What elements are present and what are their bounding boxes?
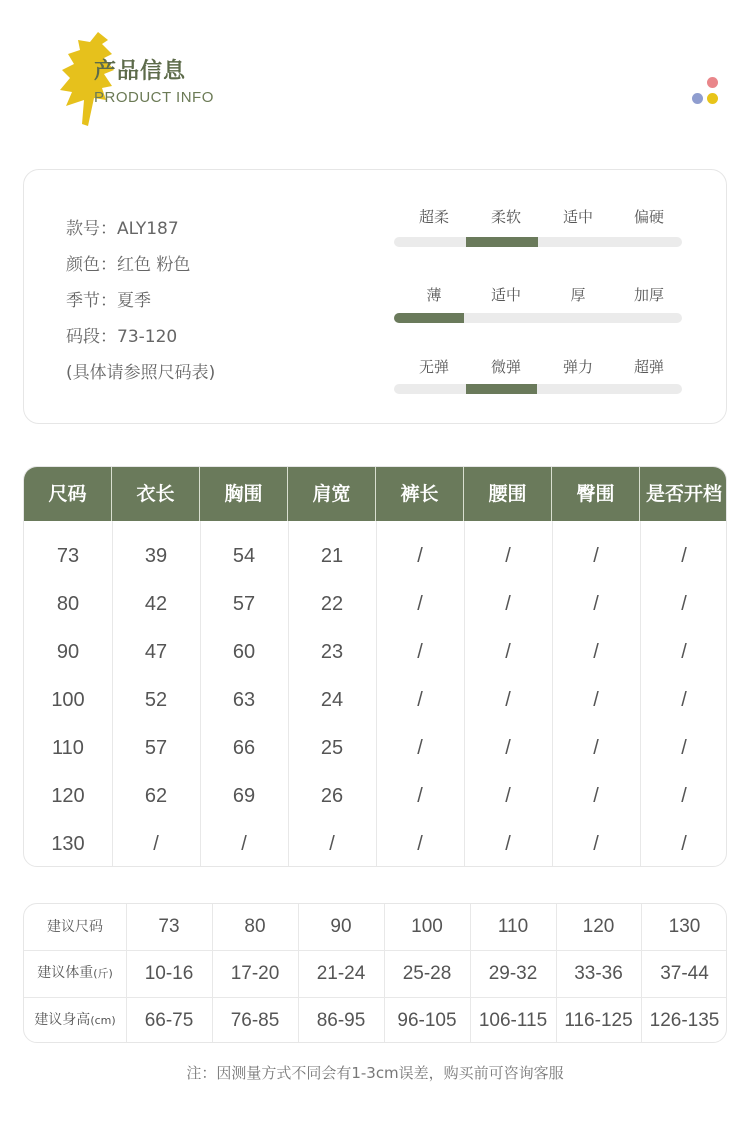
table-cell: 90 (56, 641, 80, 663)
table-cell: / (417, 689, 423, 711)
table-cell: / (505, 593, 511, 615)
table-cell: / (681, 785, 687, 807)
row-label (24, 950, 126, 997)
section-title: 产品信息 (94, 59, 187, 84)
table-cell: / (681, 641, 687, 663)
table-cell: 66 (232, 737, 256, 759)
scale-label: 微弹 (490, 358, 521, 376)
table-cell: 37-44 (660, 963, 709, 984)
table-cell: / (417, 785, 423, 807)
style-number: 款号：ALY187 (66, 219, 179, 239)
table-cell: / (681, 689, 687, 711)
table-cell: 130 (51, 833, 85, 855)
table-cell: 57 (232, 593, 256, 615)
table-cell: 80 (56, 593, 80, 615)
table-cell: 21 (320, 545, 344, 567)
size-range-info: 码段：73-120 (66, 327, 178, 347)
size-chart-table (23, 466, 727, 867)
product-info-card (23, 169, 727, 424)
table-cell: 106-115 (478, 1010, 548, 1031)
scale-label: 适中 (562, 208, 593, 226)
table-cell: 116-125 (564, 1010, 633, 1031)
row-label-unit: (cm) (90, 1014, 116, 1027)
yellow-dot-icon (707, 93, 718, 104)
table-cell: 54 (232, 545, 256, 567)
scale-label: 适中 (490, 286, 521, 304)
table-cell: 120 (51, 785, 85, 807)
table-cell: 73 (158, 916, 180, 937)
table-cell: 66-75 (144, 1010, 194, 1031)
table-cell: 126-135 (649, 1010, 720, 1031)
row-label-text: 建议身高 (34, 1012, 91, 1028)
table-cell: 33-36 (574, 963, 623, 984)
table-cell: 24 (320, 689, 344, 711)
table-cell: / (681, 833, 687, 855)
table-cell: / (417, 593, 423, 615)
scale-bar (394, 384, 682, 394)
table-cell: 60 (232, 641, 256, 663)
row-label (24, 997, 126, 1043)
size-note: (具体请参照尺码表) (66, 363, 216, 383)
row-label-text: 建议体重 (37, 965, 94, 981)
column-header: 衣长 (112, 467, 200, 521)
table-cell: 47 (144, 641, 168, 663)
scale-bar (394, 237, 682, 247)
table-cell: 110 (497, 916, 529, 937)
scale-selected (466, 237, 538, 247)
table-cell: 63 (232, 689, 256, 711)
table-cell: 80 (244, 916, 266, 937)
table-cell: / (153, 833, 159, 855)
scale-label: 柔软 (490, 208, 521, 226)
table-cell: 120 (582, 916, 615, 937)
table-cell: 52 (144, 689, 168, 711)
table-cell: / (593, 737, 599, 759)
table-cell: / (505, 833, 511, 855)
blue-dot-icon (692, 93, 703, 104)
scale-selected (466, 384, 537, 394)
table-cell: / (681, 593, 687, 615)
table-cell: / (593, 593, 599, 615)
column-header: 是否开档 (645, 483, 722, 505)
table-cell: 26 (320, 785, 344, 807)
row-label (24, 904, 126, 950)
scale-label: 薄 (426, 286, 442, 304)
table-cell: 22 (320, 593, 344, 615)
season-info: 季节：夏季 (66, 291, 151, 311)
table-cell: / (417, 737, 423, 759)
table-cell: 96-105 (397, 1010, 457, 1031)
scale-label: 偏硬 (633, 208, 664, 226)
scale-label: 超柔 (418, 208, 449, 226)
table-cell: 110 (52, 737, 84, 759)
scale-label: 超弹 (633, 358, 664, 376)
table-cell: 90 (330, 916, 352, 937)
section-subtitle: PRODUCT INFO (94, 89, 214, 106)
table-cell: / (417, 641, 423, 663)
table-cell: 100 (411, 916, 443, 937)
row-label-text: 建议尺码 (47, 919, 103, 935)
row-label-unit: (斤) (93, 967, 113, 980)
table-cell: 100 (51, 689, 85, 711)
column-header: 肩宽 (288, 467, 376, 521)
table-cell: 25-28 (402, 963, 452, 984)
table-cell: 10-16 (144, 963, 194, 984)
table-cell: / (593, 641, 599, 663)
table-cell: 25 (320, 737, 344, 759)
table-cell: / (505, 689, 511, 711)
color-info: 颜色：红色 粉色 (66, 255, 191, 275)
table-cell: / (681, 737, 687, 759)
table-cell: 39 (144, 545, 168, 567)
table-cell: / (505, 737, 511, 759)
table-cell: 23 (320, 641, 344, 663)
column-header: 尺码 (24, 467, 112, 521)
column-header: 腰围 (464, 467, 552, 521)
table-cell: / (417, 833, 423, 855)
table-cell: 130 (668, 916, 701, 937)
table-cell: / (593, 833, 599, 855)
table-cell: 73 (56, 545, 80, 567)
scale-label: 无弹 (418, 358, 449, 376)
measurement-note: 注：因测量方式不同会有1-3cm误差，购买前可咨询客服 (186, 1064, 564, 1082)
table-cell: / (593, 689, 599, 711)
pink-dot-icon (707, 77, 718, 88)
table-cell: / (329, 833, 335, 855)
decorative-dots (690, 74, 722, 108)
table-cell: 57 (144, 737, 168, 759)
table-cell: / (505, 545, 511, 567)
scale-selected (394, 313, 464, 323)
table-cell: / (417, 545, 423, 567)
column-header: 臀围 (552, 467, 640, 521)
table-cell: / (681, 545, 687, 567)
table-cell: / (505, 641, 511, 663)
column-header: 裤长 (376, 467, 464, 521)
size-recommendation-table (23, 903, 727, 1043)
scale-label: 加厚 (633, 286, 664, 304)
table-cell: / (593, 545, 599, 567)
size-chart-header-row (24, 467, 727, 521)
table-cell: 69 (232, 785, 256, 807)
column-header: 胸围 (200, 467, 288, 521)
table-cell: / (241, 833, 247, 855)
table-cell: / (593, 785, 599, 807)
table-cell: 86-95 (316, 1010, 366, 1031)
scale-label: 弹力 (562, 358, 593, 376)
table-cell: 42 (144, 593, 168, 615)
table-cell: 29-32 (488, 963, 538, 984)
table-cell: 62 (144, 785, 168, 807)
table-cell: 76-85 (230, 1010, 280, 1031)
table-cell: 21-24 (316, 963, 366, 984)
scale-bar (394, 313, 682, 323)
table-cell: 17-20 (230, 963, 280, 984)
table-cell: / (505, 785, 511, 807)
scale-label: 厚 (570, 286, 586, 304)
